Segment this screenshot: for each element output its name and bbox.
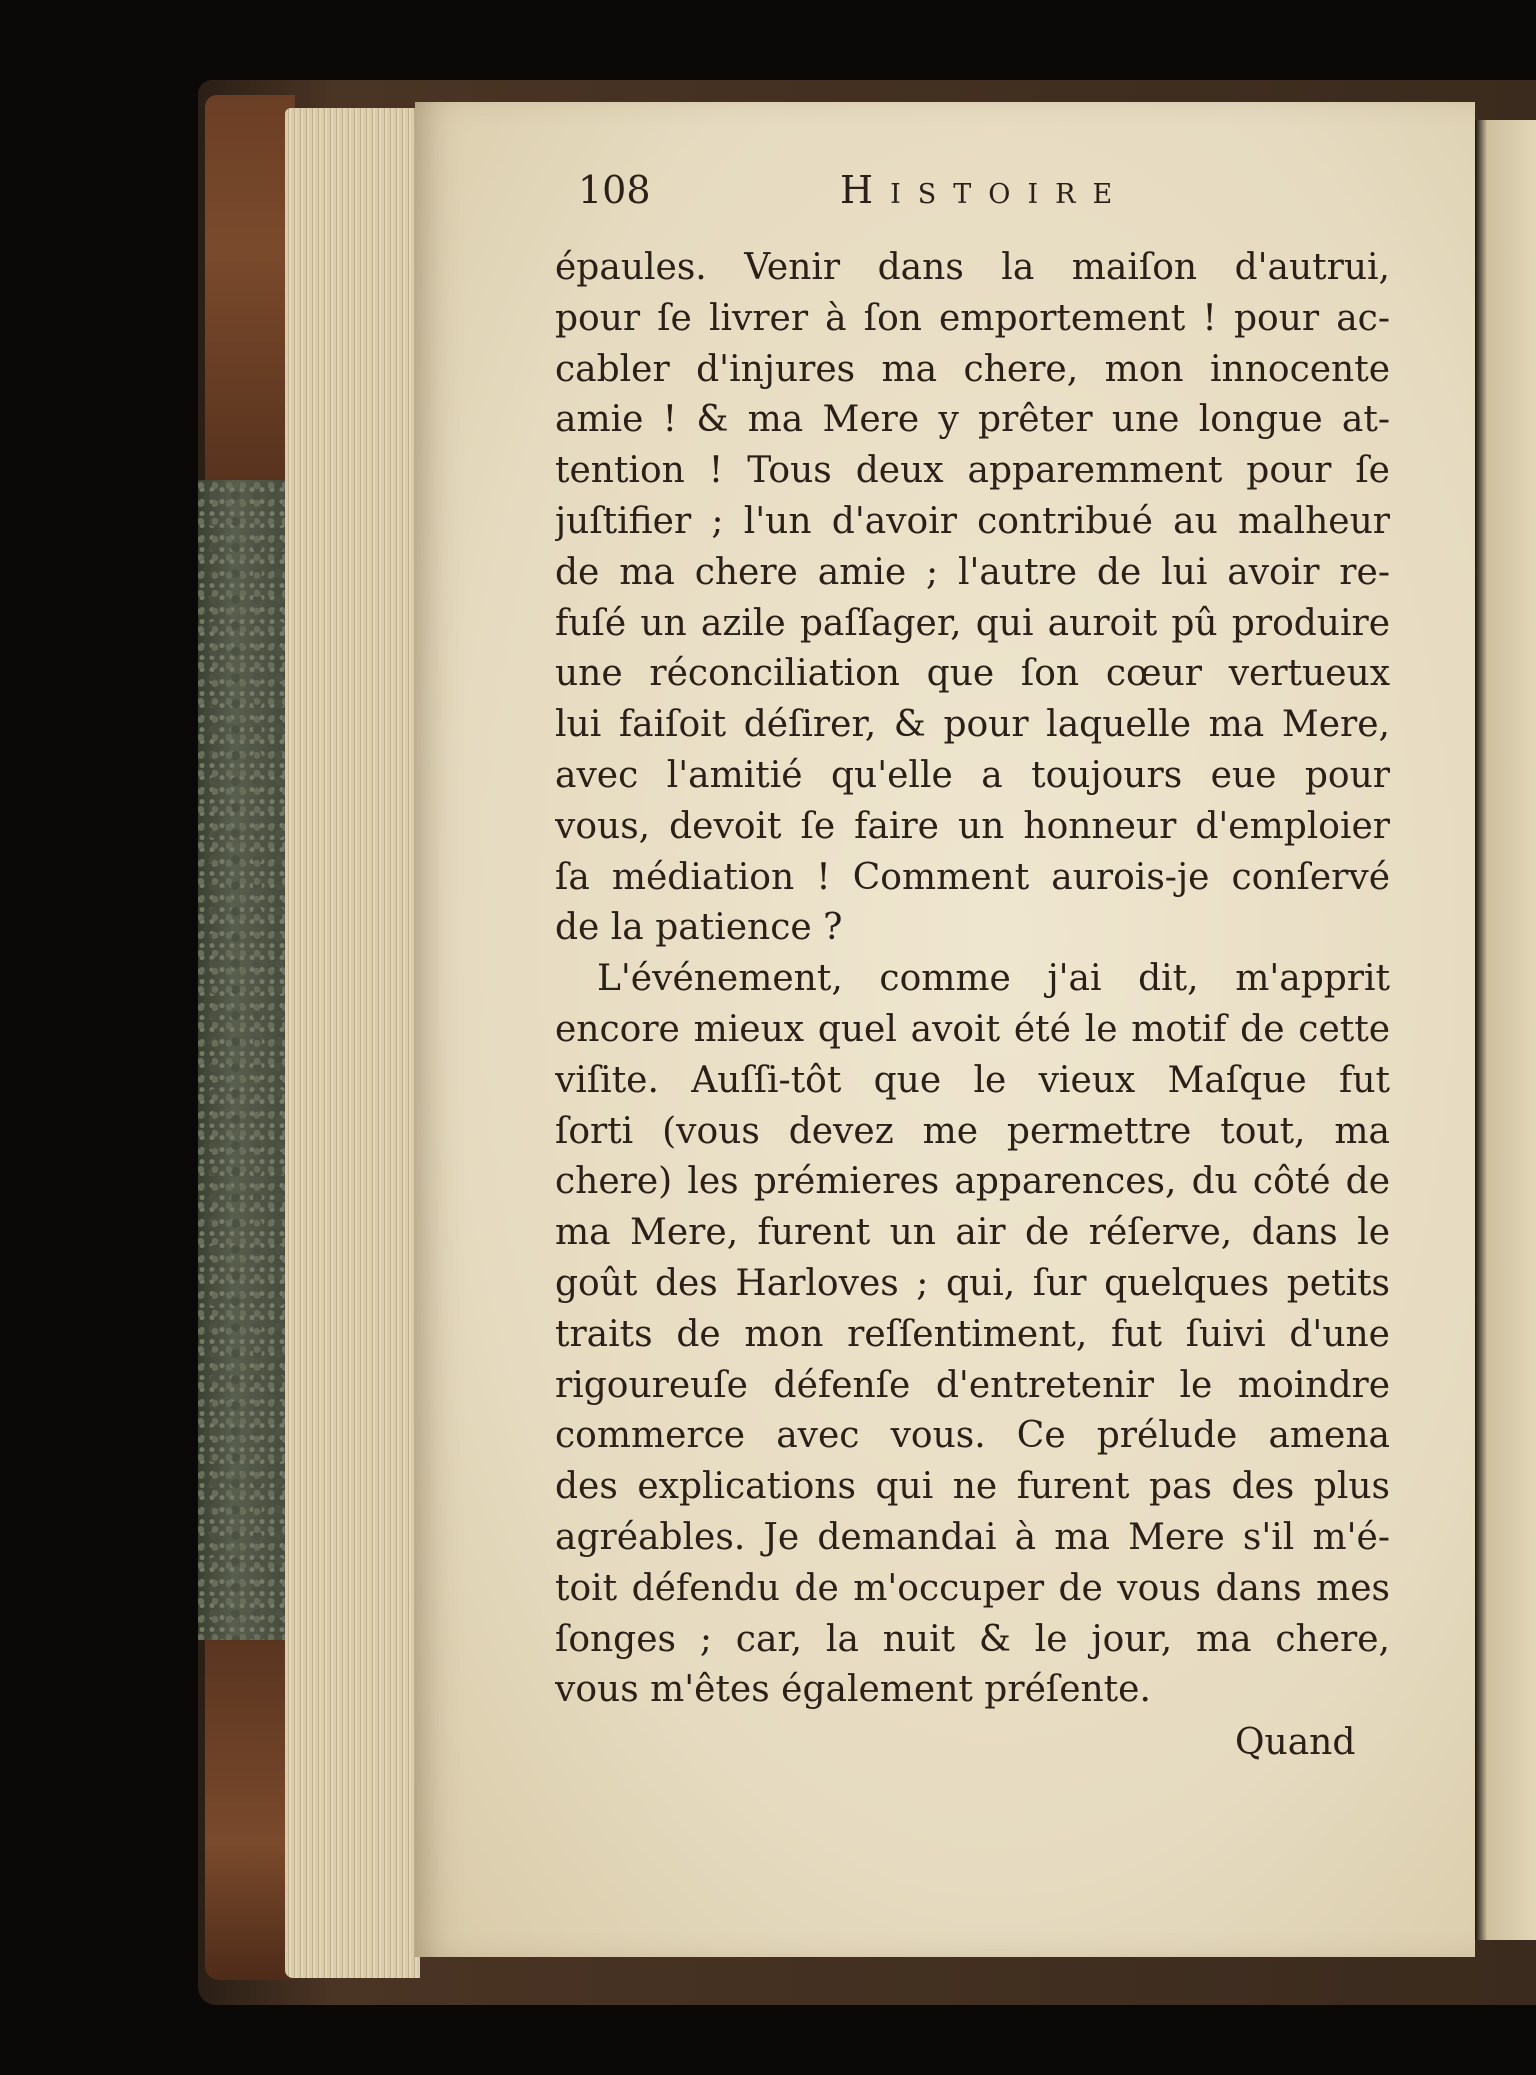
text-line: encore mieux quel avoit été le motif de cette [555,1008,1390,1050]
text-line: juſtifier ; l'un d'avoir contribué au malheur [555,500,1390,542]
text-line: amie ! & ma Mere y prêter une longue at- [555,399,1390,441]
text-line: ſorti (vous devez me permettre tout, ma [555,1110,1390,1152]
running-title: Histoire [840,168,1130,212]
text-line: de ma chere amie ; l'autre de lui avoir re- [555,551,1390,593]
leather-corner-bottom [205,1640,295,1980]
leather-corner-top [205,95,295,480]
text-line: commerce avec vous. Ce prélude amena [555,1415,1390,1457]
text-line: avec l'amitié qu'elle a toujours eue pour [555,754,1390,796]
text-line: fuſé un azile paſſager, qui auroit pû produire [555,602,1390,644]
text-line: chere) les prémieres apparences, du côté de [555,1161,1390,1203]
text-line: pour ſe livrer à ſon emportement ! pour ac- [555,297,1390,339]
text-line: goût des Harloves ; qui, ſur quelques petits [555,1262,1390,1304]
page-edges [285,108,420,1978]
text-line: des explications qui ne furent pas des plus [555,1466,1390,1508]
text-line: viſite. Auſſi-tôt que le vieux Maſque fut [555,1059,1390,1101]
text-line: L'événement, comme j'ai dit, m'apprit [597,958,1390,1000]
text-line: vous, devoit ſe faire un honneur d'emploier [555,805,1390,847]
text-line: tention ! Tous deux apparemment pour ſe [555,450,1390,492]
text-line: cabler d'injures ma chere, mon innocente [555,348,1390,390]
text-line: rigoureuſe défenſe d'entretenir le moindre [555,1364,1390,1406]
text-line: de la patience ? [555,907,843,949]
catchword: Quand [1235,1722,1356,1763]
text-line: épaules. Venir dans la maiſon d'autrui, [555,247,1390,288]
text-line: une réconciliation que ſon cœur vertueux [555,653,1390,695]
page-number: 108 [578,168,651,212]
text-line: ſonges ; car, la nuit & le jour, ma chere, [555,1618,1390,1660]
text-line: ſa médiation ! Comment aurois-je conſervé [555,856,1390,898]
page-header [578,168,1178,228]
text-line: ma Mere, furent un air de réſerve, dans le [555,1212,1390,1254]
facing-page-edge [1475,120,1536,1940]
marbled-board [198,480,288,1640]
text-line: toit défendu de m'occuper de vous dans mes [555,1567,1390,1609]
body-text [555,243,1390,1716]
text-line: lui faiſoit déſirer, & pour laquelle ma Mere, [555,704,1390,746]
text-line: vous m'êtes également préſente. [555,1669,1151,1711]
text-line: agréables. Je demandai à ma Mere s'il m'é- [555,1516,1390,1558]
text-line: traits de mon reſſentiment, fut ſuivi d'une [555,1313,1390,1355]
